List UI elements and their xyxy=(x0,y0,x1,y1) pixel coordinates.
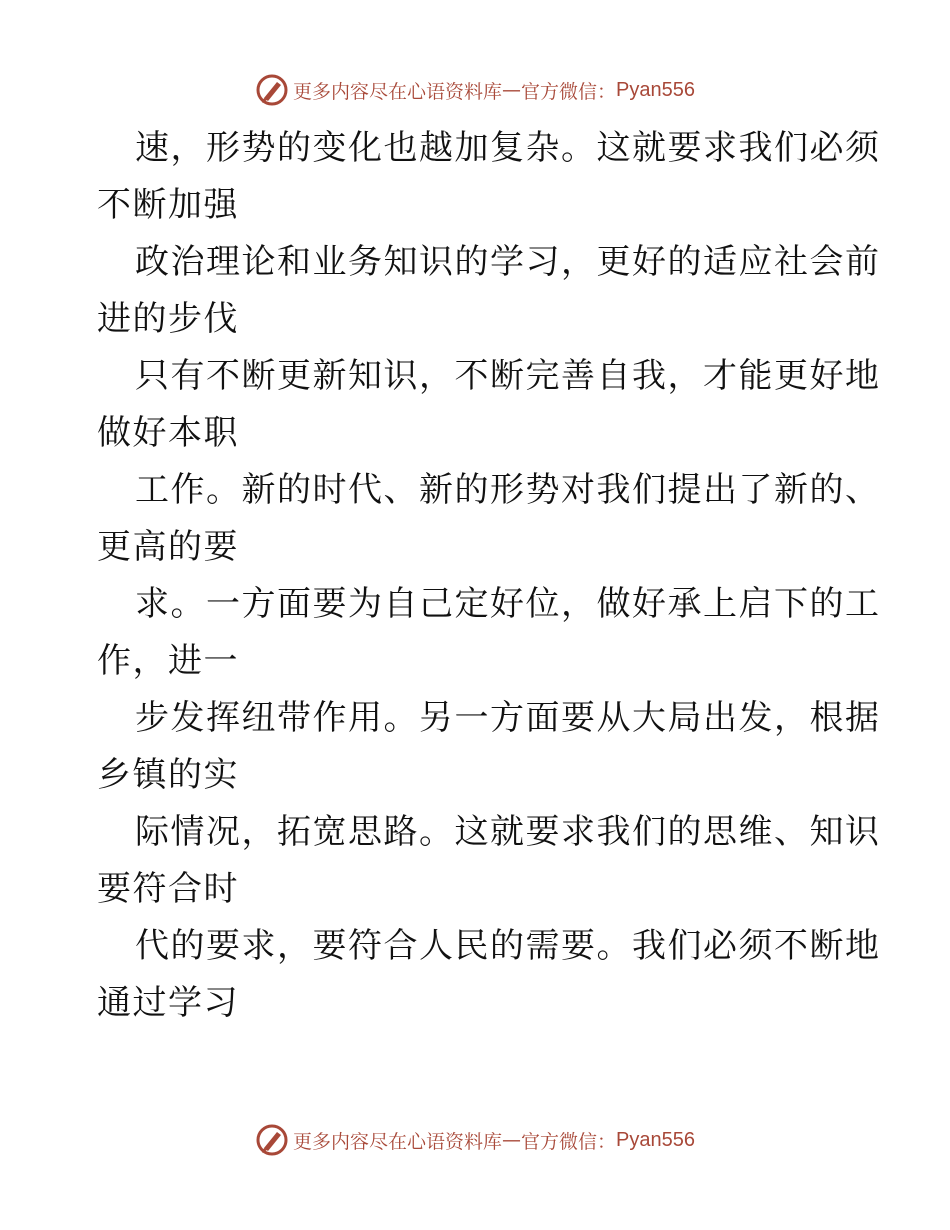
paragraph-line: 不断加强 xyxy=(97,185,239,225)
paragraph-line: 代的要求，要符合人民的需要。我们必须不断地 xyxy=(135,926,881,966)
paragraph-line: 速，形势的变化也越加复杂。这就要求我们必须 xyxy=(135,128,881,168)
header-banner xyxy=(0,70,950,110)
paragraph xyxy=(97,120,881,234)
paragraph-line: 际情况，拓宽思路。这就要求我们的思维、知识 xyxy=(135,812,881,852)
pen-logo-icon xyxy=(255,73,289,107)
paragraph-line: 作，进一 xyxy=(97,641,239,681)
paragraph xyxy=(97,348,881,462)
footer-banner xyxy=(0,1120,950,1160)
footer-separator: — xyxy=(502,1129,522,1151)
paragraph-line: 进的步伐 xyxy=(97,299,239,339)
footer-site-text: 更多内容尽在心语资料库 xyxy=(293,1130,503,1153)
paragraph-line: 求。一方面要为自己定好位，做好承上启下的工 xyxy=(135,584,881,624)
paragraph xyxy=(97,918,881,1032)
paragraph xyxy=(97,804,881,918)
header-separator: — xyxy=(502,79,522,101)
header-site-text: 更多内容尽在心语资料库 xyxy=(293,80,503,103)
paragraph xyxy=(97,234,881,348)
header-wechat-label: 官方微信： xyxy=(521,80,617,103)
paragraph-line: 做好本职 xyxy=(97,413,239,453)
footer-wechat-label: 官方微信： xyxy=(521,1130,617,1153)
paragraph-line: 要符合时 xyxy=(97,869,239,909)
paragraph-line: 乡镇的实 xyxy=(97,755,239,795)
paragraph-line: 步发挥纽带作用。另一方面要从大局出发，根据 xyxy=(135,698,881,738)
paragraph xyxy=(97,462,881,576)
footer-wechat-id: Pyan556 xyxy=(616,1128,695,1151)
document-body xyxy=(97,120,881,1032)
paragraph xyxy=(97,690,881,804)
paragraph-line: 更高的要 xyxy=(97,527,239,567)
paragraph-line: 通过学习 xyxy=(97,983,239,1023)
paragraph-line: 政治理论和业务知识的学习，更好的适应社会前 xyxy=(135,242,881,282)
header-wechat-id: Pyan556 xyxy=(616,78,695,101)
paragraph-line: 只有不断更新知识，不断完善自我，才能更好地 xyxy=(135,356,881,396)
pen-logo-icon xyxy=(255,1123,289,1157)
paragraph xyxy=(97,576,881,690)
paragraph-line: 工作。新的时代、新的形势对我们提出了新的、 xyxy=(135,470,881,510)
